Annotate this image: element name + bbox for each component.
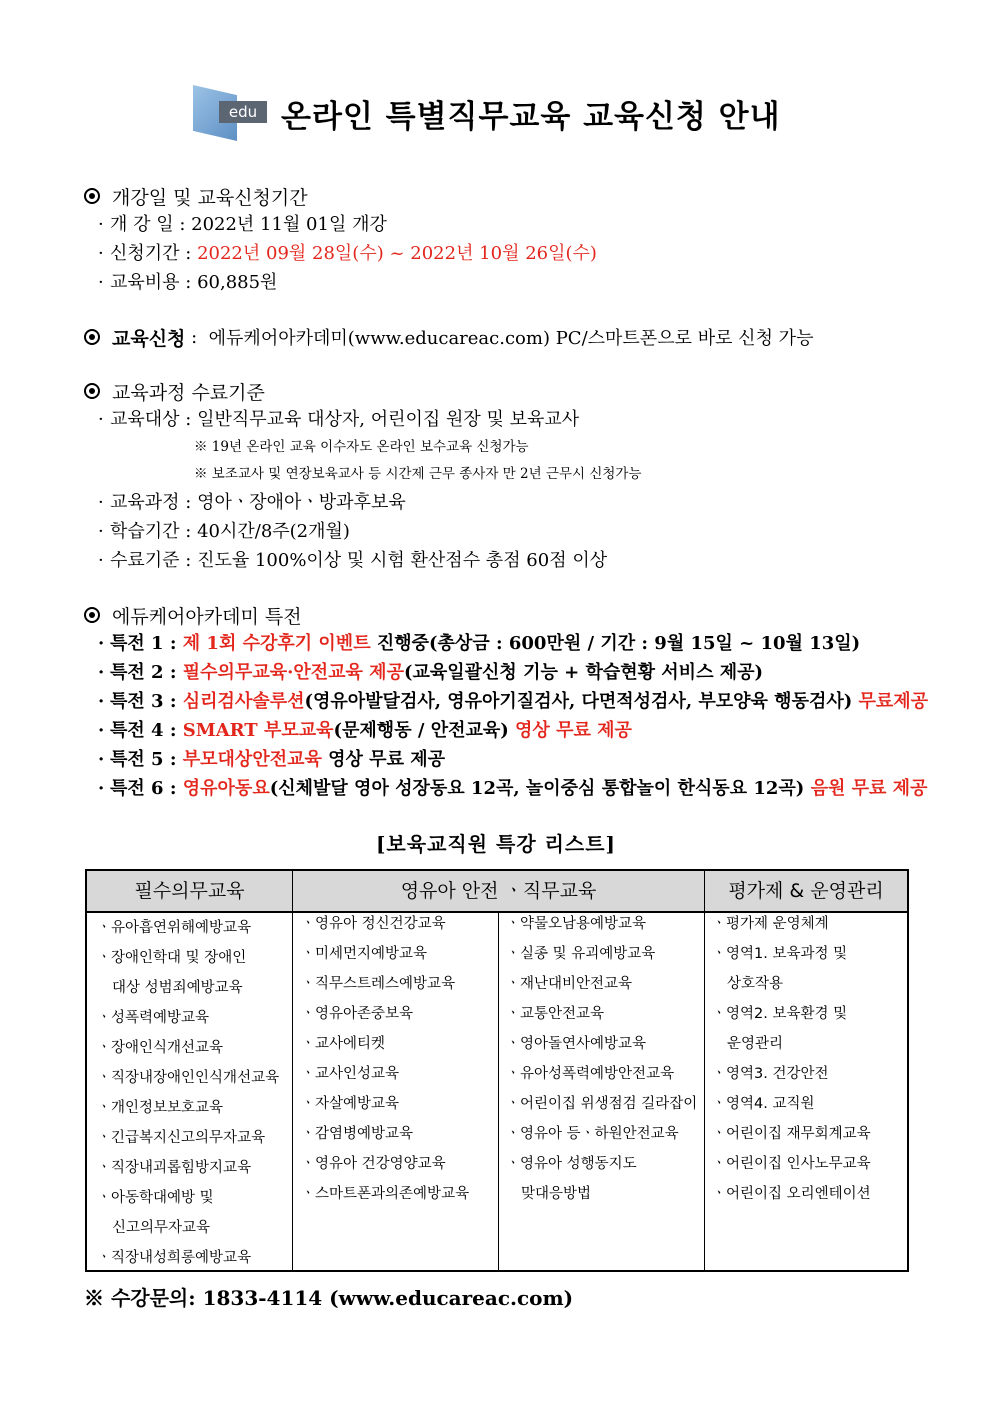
benefit-text: (문제행동 / 안전교육)	[333, 720, 516, 741]
row-key: 교육대상	[110, 409, 180, 430]
apply-key: 교육신청	[112, 327, 186, 350]
benefit-key: 특전 2	[110, 662, 164, 683]
row-value: 진도율 100%이상 및 시험 환산점수 총점 60점 이상	[197, 550, 608, 571]
benefit-key: 특전 5	[110, 749, 164, 770]
row-key: 수료기준	[110, 550, 180, 571]
lecture-item: 신고의무자교육	[112, 1220, 211, 1236]
row-key: 교육비용	[110, 272, 180, 293]
lecture-item: ㆍ직장내괴롭힘방지교육	[97, 1160, 252, 1176]
lecture-item: ㆍ유아흡연위해예방교육	[97, 920, 252, 936]
column-divider	[704, 871, 705, 1270]
benefits-heading: 에듀케어아카데미 특전	[112, 605, 302, 628]
bullet-dot: ·	[98, 662, 105, 683]
lecture-item: 상호작용	[727, 976, 784, 992]
lecture-item: ㆍ성폭력예방교육	[97, 1010, 210, 1026]
lecture-item: ㆍ약물오남용예방교육	[506, 916, 647, 932]
benefit-list	[84, 629, 928, 803]
row-key: 신청기간	[110, 243, 180, 264]
section-heading	[84, 182, 597, 210]
row-value: 2022년 11월 01일 개강	[191, 214, 387, 235]
lecture-item: ㆍ유아성폭력예방안전교육	[506, 1066, 675, 1082]
benefit-highlight: 영상 무료 제공	[515, 720, 632, 741]
lecture-item: ㆍ영역2. 보육환경 및	[712, 1006, 848, 1022]
criteria-row: · 수료기준 : 진도율 100%이상 및 시험 환산점수 총점 60점 이상	[98, 550, 608, 571]
lecture-item: ㆍ미세먼지예방교육	[301, 946, 428, 962]
lecture-item: ㆍ어린이집 위생점검 길라잡이	[506, 1096, 698, 1112]
header-cell: 영유아 안전 ㆍ직무교육	[400, 880, 597, 902]
benefit-row: · 특전 2 : 필수의무교육·안전교육 제공(교육일괄신청 기능 + 학습현황 서비스 제공)	[84, 658, 928, 687]
bullet-dot: ·	[98, 778, 105, 799]
benefit-row: · 특전 4 : SMART 부모교육(문제행동 / 안전교육) 영상 무료 제공	[84, 716, 928, 745]
row-value: 40시간/8주(2개월)	[197, 521, 350, 542]
table-header	[87, 871, 907, 913]
lecture-item: 대상 성범죄예방교육	[112, 980, 243, 996]
criteria-note: ※ 19년 온라인 교육 이수자도 온라인 보수교육 신청가능	[194, 439, 529, 455]
circle-bullet-icon	[84, 329, 100, 345]
benefit-text: (신체발달 영아 성장동요 12곡, 놀이중심 통합놀이 한식동요 12곡)	[269, 778, 811, 799]
benefit-text: (영유아발달검사, 영유아기질검사, 다면적성검사, 부모양육 행동검사)	[304, 691, 859, 712]
bullet-dot: ·	[98, 633, 105, 654]
lecture-item: ㆍ영유아 건강영양교육	[301, 1156, 446, 1172]
schedule-row: · 신청기간 : 2022년 09월 28일(수) ~ 2022년 10월 26일(수)	[98, 243, 597, 264]
row-value: 60,885원	[197, 272, 278, 293]
apply-row: 교육신청 : 에듀케어아카데미(www.educareac.com) PC/스마트폰으로 바로 신청 가능	[84, 323, 813, 351]
benefit-row: · 특전 1 : 제 1회 수강후기 이벤트 진행중(총상금 : 600만원 / 기간 : 9월 15일 ~ 10월 13일)	[84, 629, 928, 658]
benefit-highlight: 제 1회 수강후기 이벤트	[182, 633, 371, 654]
lecture-item: ㆍ직무스트레스예방교육	[301, 976, 456, 992]
criteria-section	[84, 377, 641, 575]
lecture-item: ㆍ영유아존중보육	[301, 1006, 414, 1022]
row-key: 교육과정	[110, 492, 180, 513]
column-duty	[506, 909, 702, 1209]
schedule-row: · 교육비용 : 60,885원	[98, 272, 278, 293]
lecture-item: ㆍ자살예방교육	[301, 1096, 400, 1112]
benefit-highlight: 영유아동요	[182, 778, 270, 799]
benefit-highlight: 부모대상안전교육	[182, 749, 322, 770]
circle-bullet-icon	[84, 383, 100, 399]
circle-bullet-icon	[84, 607, 100, 623]
row-value: 영아ㆍ장애아ㆍ방과후보육	[197, 492, 406, 513]
lecture-item: ㆍ아동학대예방 및	[97, 1190, 214, 1206]
section-heading	[84, 601, 928, 629]
criteria-note: ※ 보조교사 및 연장보육교사 등 시간제 근무 종사자 만 2년 근무시 신청가능	[194, 466, 642, 482]
lecture-item: ㆍ긴급복지신고의무자교육	[97, 1130, 266, 1146]
bullet-dot: ·	[98, 691, 105, 712]
benefit-text: 영상 무료 제공	[321, 749, 446, 770]
lecture-item: ㆍ장애인학대 및 장애인	[97, 950, 247, 966]
circle-bullet-icon	[84, 188, 100, 204]
lecture-item: ㆍ교사인성교육	[301, 1066, 400, 1082]
lecture-item: ㆍ영역3. 건강안전	[712, 1066, 829, 1082]
benefit-key: 특전 4	[110, 720, 164, 741]
benefit-highlight: 심리검사솔루션	[182, 691, 305, 712]
row-key: 개 강 일	[110, 214, 174, 235]
lecture-item: ㆍ스마트폰과의존예방교육	[301, 1186, 470, 1202]
list-title: [보육교직원 특강 리스트]	[375, 832, 617, 856]
lecture-item: ㆍ영유아 등ㆍ하원안전교육	[506, 1126, 679, 1142]
criteria-heading: 교육과정 수료기준	[112, 381, 265, 404]
benefit-key: 특전 6	[110, 778, 164, 799]
lecture-item: ㆍ어린이집 오리엔테이션	[712, 1186, 871, 1202]
criteria-row: · 교육대상 : 일반직무교육 대상자, 어린이집 원장 및 보육교사	[98, 409, 580, 430]
lecture-item: ㆍ직장내성희롱예방교육	[97, 1250, 252, 1266]
bullet-dot: ·	[98, 720, 105, 741]
bullet-dot: ·	[98, 749, 105, 770]
lecture-item: 맞대응방법	[521, 1186, 592, 1202]
lecture-item: 운영관리	[727, 1036, 784, 1052]
header-cell: 필수의무교육	[134, 880, 245, 902]
lecture-item: ㆍ영아돌연사예방교육	[506, 1036, 647, 1052]
title-row	[193, 84, 781, 142]
benefit-text: (교육일괄신청 기능 + 학습현황 서비스 제공)	[403, 662, 764, 683]
lecture-item: ㆍ감염병예방교육	[301, 1126, 414, 1142]
benefit-key: 특전 3	[110, 691, 164, 712]
lecture-item: ㆍ교사에티켓	[301, 1036, 386, 1052]
lecture-item: ㆍ실종 및 유괴예방교육	[506, 946, 656, 962]
row-value: 2022년 09월 28일(수) ~ 2022년 10월 26일(수)	[197, 243, 597, 264]
lecture-item: ㆍ교통안전교육	[506, 1006, 605, 1022]
header-cell: 평가제 & 운영관리	[728, 880, 884, 902]
lecture-item: ㆍ어린이집 재무회계교육	[712, 1126, 871, 1142]
benefits-section	[84, 601, 928, 803]
apply-section	[84, 323, 813, 351]
row-value: 일반직무교육 대상자, 어린이집 원장 및 보육교사	[197, 409, 580, 430]
column-mandatory	[97, 913, 289, 1273]
benefit-highlight: SMART 부모교육	[182, 720, 334, 741]
logo-text: edu	[219, 101, 267, 123]
column-divider	[292, 871, 293, 1270]
lecture-item: ㆍ평가제 운영체계	[712, 916, 829, 932]
edu-logo	[193, 85, 269, 141]
lecture-item: ㆍ영유아 정신건강교육	[301, 916, 446, 932]
column-evaluation	[712, 909, 904, 1209]
column-divider	[498, 911, 499, 1270]
lecture-item: ㆍ직장내장애인인식개선교육	[97, 1070, 280, 1086]
criteria-row: · 학습기간 : 40시간/8주(2개월)	[98, 521, 350, 542]
criteria-row: · 교육과정 : 영아ㆍ장애아ㆍ방과후보육	[98, 492, 406, 513]
page-title: 온라인 특별직무교육 교육신청 안내	[281, 98, 781, 135]
lecture-table	[85, 869, 909, 1272]
lecture-item: ㆍ어린이집 인사노무교육	[712, 1156, 871, 1172]
benefit-row: · 특전 6 : 영유아동요(신체발달 영아 성장동요 12곡, 놀이중심 통합놀이 한식동요 12곡) 음원 무료 제공	[84, 774, 928, 803]
section-heading	[84, 377, 641, 405]
row-key: 학습기간	[110, 521, 180, 542]
benefit-text: 진행중(총상금 : 600만원 / 기간 : 9월 15일 ~ 10월 13일)	[370, 633, 861, 654]
schedule-section	[84, 182, 597, 297]
contact-footer: ※ 수강문의: 1833-4114 (www.educareac.com)	[84, 1286, 574, 1310]
lecture-item: ㆍ영역4. 교직원	[712, 1096, 815, 1112]
schedule-heading: 개강일 및 교육신청기간	[112, 186, 308, 209]
column-safety	[301, 909, 497, 1209]
benefit-highlight: 음원 무료 제공	[810, 778, 928, 799]
lecture-item: ㆍ재난대비안전교육	[506, 976, 633, 992]
benefit-highlight: 무료제공	[858, 691, 929, 712]
apply-value: 에듀케어아카데미(www.educareac.com) PC/스마트폰으로 바로 신청 가능	[208, 328, 814, 349]
lecture-item: ㆍ장애인식개선교육	[97, 1040, 224, 1056]
benefit-highlight: 필수의무교육·안전교육 제공	[182, 662, 404, 683]
schedule-row: · 개 강 일 : 2022년 11월 01일 개강	[98, 214, 387, 235]
lecture-item: ㆍ영역1. 보육과정 및	[712, 946, 848, 962]
benefit-key: 특전 1	[110, 633, 164, 654]
benefit-row: · 특전 5 : 부모대상안전교육 영상 무료 제공	[84, 745, 928, 774]
benefit-row: · 특전 3 : 심리검사솔루션(영유아발달검사, 영유아기질검사, 다면적성검사, 부모양육 행동검사) 무료제공	[84, 687, 928, 716]
lecture-item: ㆍ영유아 성행동지도	[506, 1156, 637, 1172]
lecture-item: ㆍ개인정보보호교육	[97, 1100, 224, 1116]
